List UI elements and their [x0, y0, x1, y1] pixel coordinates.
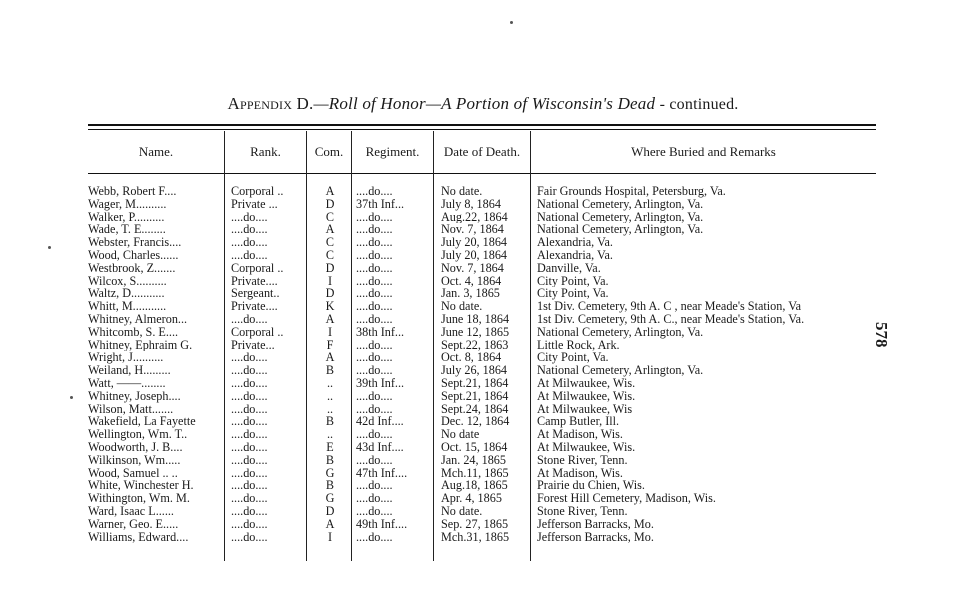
cell-remarks: Forest Hill Cemetery, Madison, Wis.	[537, 492, 716, 505]
cell-name: Whitney, Ephraim G.	[88, 338, 193, 352]
cell-date: Sept.21, 1864	[441, 389, 509, 403]
cell-com: D	[325, 503, 335, 518]
cell-remarks: 1st Div. Cemetery, 9th A. C , near Meade's Station, Va	[537, 300, 802, 313]
cell-name: Webb, Robert F....	[88, 185, 177, 198]
cell-regiment: 42d Inf....	[356, 415, 404, 429]
table-row	[0, 505, 966, 518]
cell-com: A	[325, 311, 335, 326]
cell-name: Wellington, Wm. T..	[88, 428, 188, 441]
cell-rank: ....do....	[231, 453, 268, 467]
header-remarks: Where Buried and Remarks	[631, 144, 776, 159]
cell-rank: ....do....	[231, 428, 268, 441]
table-row	[0, 275, 966, 288]
cell-remarks: National Cemetery, Arlington, Va.	[537, 223, 704, 237]
cell-rank: ....do....	[231, 312, 268, 326]
cell-regiment: ....do....	[356, 338, 393, 352]
cell-remarks: At Milwaukee, Wis.	[537, 389, 636, 403]
cell-rank: ....do....	[231, 517, 268, 531]
table-row	[0, 351, 966, 364]
cell-name: Wood, Charles......	[88, 248, 179, 262]
header-com: Com.	[314, 144, 344, 159]
cell-com: B	[325, 414, 335, 429]
cell-com: F	[326, 337, 334, 352]
cell-date: Mch.31, 1865	[441, 530, 510, 544]
cell-rank: ....do....	[231, 364, 268, 377]
cell-date: Dec. 12, 1864	[441, 415, 510, 429]
table-row	[0, 390, 966, 403]
table-row	[0, 428, 966, 441]
cell-date: Nov. 7, 1864	[441, 223, 504, 237]
table-row	[0, 364, 966, 377]
cell-remarks: Stone River, Tenn.	[537, 453, 628, 467]
cell-date: Aug.22, 1864	[441, 210, 508, 224]
cell-regiment: ....do....	[356, 236, 393, 249]
title-main: —Roll of Honor—A Portion of Wisconsin's Dead	[313, 94, 656, 113]
cell-com: K	[325, 299, 335, 314]
header-rule-thick	[88, 124, 876, 126]
cell-date: Mch.11, 1865	[441, 466, 509, 480]
table-row	[0, 492, 966, 505]
cell-remarks: City Point, Va.	[537, 351, 609, 365]
cell-com: B	[325, 452, 335, 467]
cell-regiment: ....do....	[356, 504, 393, 518]
table-body	[0, 185, 966, 543]
cell-remarks: National Cemetery, Arlington, Va.	[537, 197, 704, 211]
cell-remarks: City Point, Va.	[537, 287, 609, 301]
cell-remarks: At Milwaukee, Wis	[537, 402, 633, 416]
cell-regiment: ....do....	[356, 530, 393, 544]
header-rule-bottom	[88, 173, 876, 174]
cell-remarks: Fair Grounds Hospital, Petersburg, Va.	[537, 185, 726, 198]
cell-name: Whitt, M...........	[88, 300, 167, 313]
page-number: 578	[872, 322, 891, 348]
cell-rank: Private....	[231, 300, 278, 313]
cell-date: Sept.21, 1864	[441, 376, 509, 390]
cell-name: Watt, ——........	[88, 376, 166, 390]
cell-rank: ....do....	[231, 236, 268, 249]
cell-com: C	[325, 209, 335, 224]
cell-name: Wakefield, La Fayette	[88, 415, 196, 429]
cell-rank: ....do....	[231, 389, 268, 403]
table-row	[0, 236, 966, 249]
title-continued: - continued.	[659, 96, 739, 113]
cell-remarks: National Cemetery, Arlington, Va.	[537, 210, 704, 224]
cell-com: C	[325, 235, 335, 250]
table-row	[0, 313, 966, 326]
cell-rank: ....do....	[231, 440, 268, 454]
table-row	[0, 262, 966, 275]
cell-rank: ....do....	[231, 492, 268, 505]
table-row	[0, 300, 966, 313]
table-row	[0, 467, 966, 480]
cell-remarks: At Milwaukee, Wis.	[537, 440, 636, 454]
cell-name: Wright, J..........	[88, 351, 164, 365]
cell-remarks: National Cemetery, Arlington, Va.	[537, 325, 704, 339]
cell-com: ..	[326, 375, 334, 390]
cell-date: July 20, 1864	[441, 248, 508, 262]
cell-name: Whitney, Almeron...	[88, 312, 188, 326]
cell-date: Oct. 8, 1864	[441, 351, 502, 365]
cell-name: Waltz, D...........	[88, 287, 165, 301]
cell-remarks: At Milwaukee, Wis.	[537, 376, 636, 390]
cell-regiment: ....do....	[356, 364, 393, 377]
cell-name: Warner, Geo. E.....	[88, 517, 179, 531]
cell-remarks: At Madison, Wis.	[537, 466, 623, 480]
cell-regiment: ....do....	[356, 210, 393, 224]
cell-date: Aug.18, 1865	[441, 479, 508, 493]
cell-name: Walker, P..........	[88, 210, 165, 224]
cell-remarks: Little Rock, Ark.	[537, 338, 620, 352]
cell-regiment: 43d Inf....	[356, 440, 404, 454]
cell-date: Nov. 7, 1864	[441, 261, 504, 275]
cell-com: ..	[326, 388, 334, 403]
cell-regiment: 47th Inf....	[356, 466, 408, 480]
table-row	[0, 339, 966, 352]
cell-com: B	[325, 363, 335, 378]
cell-remarks: Jefferson Barracks, Mo.	[537, 530, 654, 544]
cell-name: Ward, Isaac L......	[88, 504, 174, 518]
cell-rank: ....do....	[231, 530, 268, 544]
cell-regiment: ....do....	[356, 248, 393, 262]
table-row	[0, 223, 966, 236]
cell-date: June 18, 1864	[441, 312, 510, 326]
cell-rank: Corporal ..	[231, 261, 284, 275]
cell-date: Jan. 3, 1865	[441, 287, 500, 301]
cell-name: Westbrook, Z.......	[88, 261, 176, 275]
cell-date: July 26, 1864	[441, 364, 508, 377]
cell-regiment: ....do....	[356, 300, 393, 313]
cell-rank: ....do....	[231, 415, 268, 429]
cell-date: July 20, 1864	[441, 236, 508, 249]
cell-com: I	[327, 324, 333, 339]
cell-date: No date.	[441, 185, 483, 198]
cell-rank: Private...	[231, 338, 275, 352]
cell-regiment: ....do....	[356, 287, 393, 301]
cell-regiment: 38th Inf...	[356, 325, 405, 339]
title-appendix: Appendix D.	[227, 94, 314, 113]
cell-com: C	[325, 247, 335, 262]
cell-date: Oct. 4, 1864	[441, 274, 502, 288]
cell-date: Apr. 4, 1865	[441, 492, 502, 505]
cell-com: ..	[326, 427, 334, 442]
cell-rank: ....do....	[231, 466, 268, 480]
cell-rank: ....do....	[231, 210, 268, 224]
cell-regiment: 37th Inf...	[356, 197, 405, 211]
cell-name: Whitcomb, S. E....	[88, 325, 179, 339]
table-row	[0, 326, 966, 339]
cell-rank: ....do....	[231, 402, 268, 416]
cell-regiment: ....do....	[356, 402, 393, 416]
table-row	[0, 518, 966, 531]
header-regiment: Regiment.	[365, 144, 420, 159]
cell-regiment: ....do....	[356, 389, 393, 403]
cell-remarks: Camp Butler, Ill.	[537, 415, 620, 429]
cell-regiment: ....do....	[356, 223, 393, 237]
table-row	[0, 531, 966, 544]
cell-rank: ....do....	[231, 351, 268, 365]
cell-remarks: Danville, Va.	[537, 261, 601, 275]
cell-rank: ....do....	[231, 223, 268, 237]
cell-name: Whitney, Joseph....	[88, 389, 181, 403]
cell-com: D	[325, 286, 335, 301]
page-title	[0, 94, 966, 114]
cell-com: A	[325, 184, 335, 198]
header-rule-thin	[88, 129, 876, 130]
cell-name: Woodworth, J. B....	[88, 440, 183, 454]
cell-remarks: Jefferson Barracks, Mo.	[537, 517, 654, 531]
cell-regiment: ....do....	[356, 312, 393, 326]
cell-com: I	[327, 529, 333, 544]
cell-regiment: 49th Inf....	[356, 517, 408, 531]
cell-com: D	[325, 196, 335, 211]
cell-remarks: City Point, Va.	[537, 274, 609, 288]
cell-com: E	[326, 439, 334, 454]
cell-date: Sep. 27, 1865	[441, 517, 509, 531]
cell-name: Weiland, H.........	[88, 364, 171, 377]
cell-com: I	[327, 273, 333, 288]
cell-remarks: Stone River, Tenn.	[537, 504, 628, 518]
speck-top	[510, 21, 513, 24]
header-rank: Rank.	[250, 144, 281, 159]
cell-com: A	[325, 350, 335, 365]
cell-name: Wade, T. E........	[88, 223, 166, 237]
cell-name: Williams, Edward....	[88, 530, 189, 544]
table-row	[0, 249, 966, 262]
cell-date: Oct. 15, 1864	[441, 440, 508, 454]
cell-date: No date.	[441, 300, 483, 313]
cell-com: G	[325, 491, 335, 506]
table-row	[0, 403, 966, 416]
table-row	[0, 441, 966, 454]
cell-name: Wilcox, S..........	[88, 274, 167, 288]
cell-rank: Corporal ..	[231, 325, 284, 339]
cell-name: Wilson, Matt.......	[88, 402, 174, 416]
table-row	[0, 287, 966, 300]
cell-com: D	[325, 260, 335, 275]
cell-date: June 12, 1865	[441, 325, 510, 339]
cell-name: Wood, Samuel .. ..	[88, 466, 178, 480]
cell-com: A	[325, 222, 335, 237]
cell-date: No date.	[441, 504, 483, 518]
cell-regiment: ....do....	[356, 453, 393, 467]
cell-remarks: National Cemetery, Arlington, Va.	[537, 364, 704, 377]
cell-rank: Corporal ..	[231, 185, 284, 198]
cell-name: Wager, M..........	[88, 197, 167, 211]
cell-date: Sept.24, 1864	[441, 402, 509, 416]
cell-remarks: Alexandria, Va.	[537, 236, 613, 249]
table-row	[0, 454, 966, 467]
cell-remarks: At Madison, Wis.	[537, 428, 623, 441]
cell-rank: Private....	[231, 274, 278, 288]
cell-remarks: Alexandria, Va.	[537, 248, 613, 262]
cell-regiment: ....do....	[356, 492, 393, 505]
cell-date: No date	[441, 428, 480, 441]
cell-com: B	[325, 478, 335, 493]
cell-rank: ....do....	[231, 504, 268, 518]
cell-rank: ....do....	[231, 248, 268, 262]
cell-regiment: ....do....	[356, 274, 393, 288]
table-row	[0, 415, 966, 428]
cell-regiment: ....do....	[356, 351, 393, 365]
header-date: Date of Death.	[443, 144, 521, 159]
cell-remarks: 1st Div. Cemetery, 9th A. C., near Meade's Station, Va.	[537, 312, 805, 326]
table-row	[0, 479, 966, 492]
cell-com: A	[325, 516, 335, 531]
cell-name: Webster, Francis....	[88, 236, 182, 249]
cell-rank: ....do....	[231, 376, 268, 390]
cell-rank: ....do....	[231, 479, 268, 493]
table-row	[0, 211, 966, 224]
cell-regiment: ....do....	[356, 479, 393, 493]
cell-rank: Sergeant..	[231, 287, 280, 301]
cell-date: Sept.22, 1863	[441, 338, 509, 352]
cell-regiment: ....do....	[356, 428, 393, 441]
cell-regiment: ....do....	[356, 185, 393, 198]
cell-name: Wilkinson, Wm.....	[88, 453, 181, 467]
cell-date: Jan. 24, 1865	[441, 453, 506, 467]
cell-name: Withington, Wm. M.	[88, 492, 190, 505]
cell-com: G	[325, 465, 335, 480]
cell-date: July 8, 1864	[441, 197, 501, 211]
cell-name: White, Winchester H.	[88, 479, 194, 493]
table-row	[0, 198, 966, 211]
table-row	[0, 377, 966, 390]
cell-remarks: Prairie du Chien, Wis.	[537, 479, 645, 493]
cell-com: ..	[326, 401, 334, 416]
cell-regiment: ....do....	[356, 261, 393, 275]
header-name: Name.	[138, 144, 174, 159]
cell-regiment: 39th Inf...	[356, 376, 405, 390]
cell-rank: Private ...	[231, 197, 278, 211]
table-row	[0, 185, 966, 198]
